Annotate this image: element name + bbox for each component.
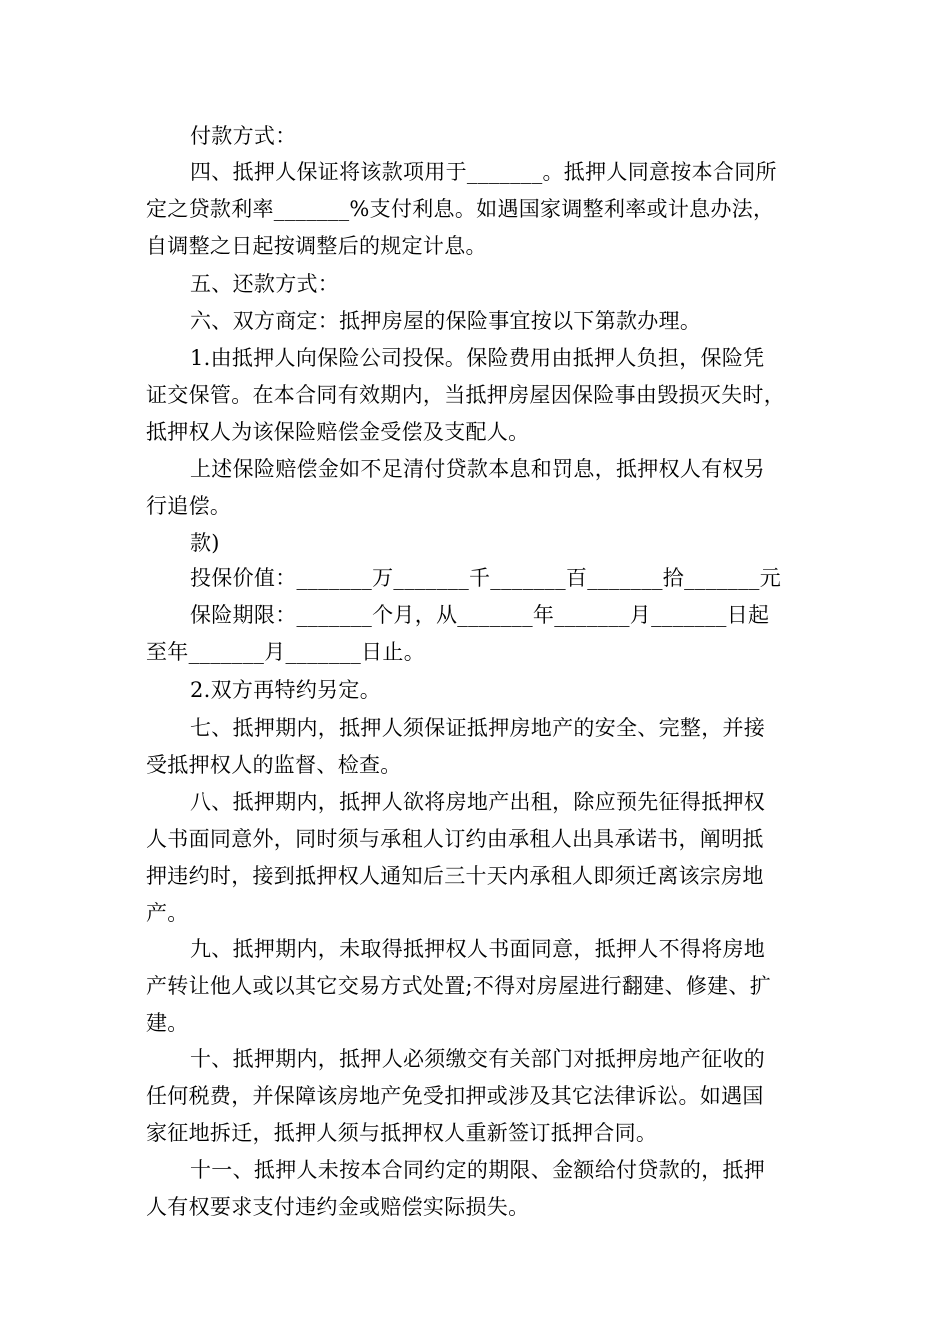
clause-10: 十、抵押期内，抵押人必须缴交有关部门对抵押房地产征收的 [190, 1047, 766, 1071]
text-line: 任何税费，并保障该房地产免受扣押或涉及其它法律诉讼。如遇国 [146, 1084, 764, 1108]
clause-5: 五、还款方式： [190, 272, 340, 296]
text-line: 产。 [146, 901, 189, 925]
text-line: 产转让他人或以其它交易方式处置;不得对房屋进行翻建、修建、扩 [146, 974, 772, 998]
text-line: 自调整之日起按调整后的规定计息。 [146, 234, 487, 258]
text-line: 证交保管。在本合同有效期内，当抵押房屋因保险事由毁损灭失时， [146, 383, 785, 407]
insured-value-line: 投保价值：_______万_______千_______百_______拾_______元 [190, 566, 781, 590]
clause-9: 九、抵押期内，未取得抵押权人书面同意，抵押人不得将房地 [190, 937, 766, 961]
text-line: 人有权要求支付违约金或赔偿实际损失。 [146, 1195, 530, 1219]
clause-7: 七、抵押期内，抵押人须保证抵押房地产的安全、完整，并接 [190, 716, 766, 740]
sub-item-2: 2.双方再特约另定。 [190, 678, 382, 702]
text-line: 受抵押权人的监督、检查。 [146, 753, 402, 777]
text-line: 人书面同意外，同时须与承租人订约由承租人出具承诺书，阐明抵 [146, 827, 764, 851]
text-line: 建。 [146, 1011, 189, 1035]
clause-6: 六、双方商定：抵押房屋的保险事宜按以下第款办理。 [190, 309, 702, 333]
text-line: 付款方式： [190, 124, 297, 148]
text-line: 抵押权人为该保险赔偿金受偿及支配人。 [146, 420, 530, 444]
text-line: 行追偿。 [146, 494, 232, 518]
insurance-period-line: 保险期限：_______个月，从_______年_______月_______日起 [190, 603, 770, 627]
text-line: 款) [190, 531, 220, 555]
sub-item-1: 1.由抵押人向保险公司投保。保险费用由抵押人负担，保险凭 [190, 346, 765, 370]
text-line: 至年_______月_______日止。 [146, 640, 425, 664]
text-line: 押违约时，接到抵押权人通知后三十天内承租人即须迁离该宗房地 [146, 864, 764, 888]
text-line: 上述保险赔偿金如不足清付贷款本息和罚息，抵押权人有权另 [190, 457, 766, 481]
clause-4: 四、抵押人保证将该款项用于_______。抵押人同意按本合同所 [190, 160, 777, 184]
clause-11: 十一、抵押人未按本合同约定的期限、金额给付贷款的，抵押 [190, 1158, 766, 1182]
clause-8: 八、抵押期内，抵押人欲将房地产出租，除应预先征得抵押权 [190, 790, 766, 814]
text-line: 家征地拆迁，抵押人须与抵押权人重新签订抵押合同。 [146, 1121, 658, 1145]
text-line: 定之贷款利率_______%支付利息。如遇国家调整利率或计息办法， [146, 197, 775, 221]
